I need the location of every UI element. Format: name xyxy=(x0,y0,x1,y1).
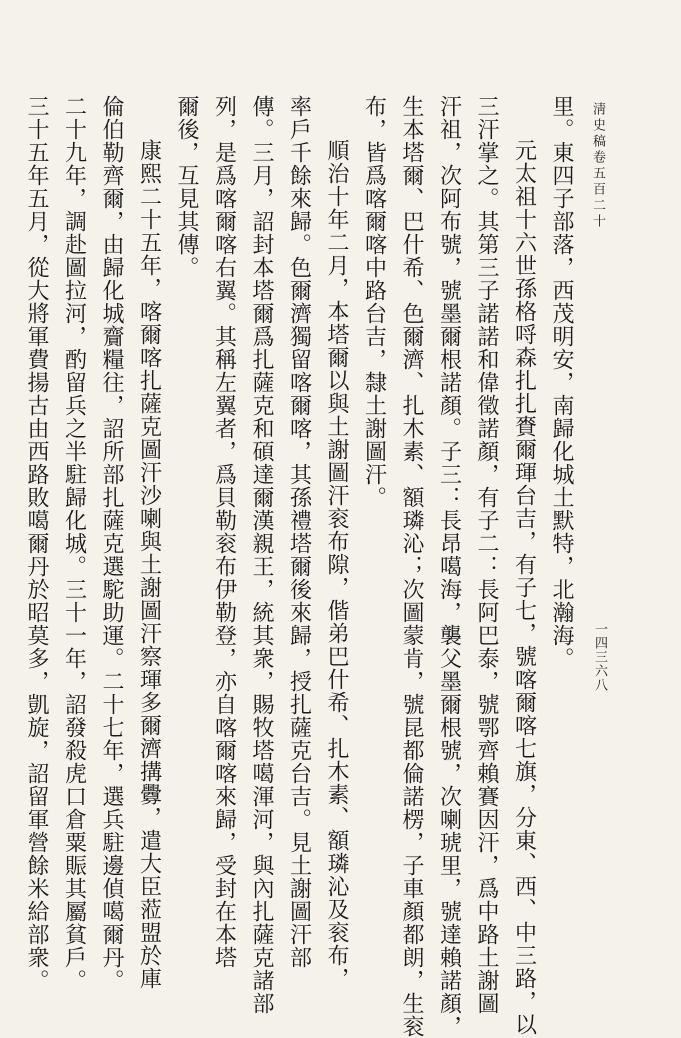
running-header-title: 淸史稿卷五百二十 xyxy=(590,102,605,230)
text-column: 二十九年，調赴圖拉河，酌留兵之半駐歸化城。三十一年，詔發殺虎口倉粟賑其屬貧戶。 xyxy=(61,95,87,992)
text-column: 元太祖十六世孫格哷森扎扎賚爾琿台吉，有子七，號喀爾喀七旗，分東、西、中三路，以 xyxy=(511,139,537,1036)
text-column: 汗祖，次阿布號，號墨爾根諾顏。子三：長昂噶海，襲父墨爾根號，次喇琥里，號達賴諾顏， xyxy=(436,95,462,1038)
text-column: 爾後，互見其傳。 xyxy=(174,95,199,279)
text-column: 倫伯勒齊爾，由歸化城齎糧往，詔所部扎薩克選駝助運。二十七年，選兵駐邊偵噶爾丹。 xyxy=(99,95,124,992)
text-column: 生本塔爾、巴什希、色爾濟、扎木素、額璘沁；次圖蒙肯，號昆都倫諾楞，子車顏都朗，生衮 xyxy=(399,95,424,1038)
page-number: 一四三六八 xyxy=(592,622,607,692)
text-column: 三汗掌之。其第三子諾諾和偉徵諾顏，有子二：長阿巴泰，號鄂齊賴賽因汗，爲中路土謝圖 xyxy=(474,95,499,1015)
text-column: 布，皆爲喀爾喀中路台吉，隸土謝圖汗。 xyxy=(361,95,387,509)
body-text xyxy=(24,95,580,1038)
text-column: 里。東四子部落，西茂明安，南歸化城土默特，北瀚海。 xyxy=(549,95,574,670)
text-column: 康熙二十五年，喀爾喀扎薩克圖汗沙喇與土謝圖汗察琿多爾濟搆釁，遣大臣蒞盟於庫 xyxy=(136,139,162,990)
text-column: 順治十年二月，本塔爾以與土謝圖汗衮布隙，偕弟巴什希、扎木素、額璘沁及衮布， xyxy=(324,139,349,990)
text-column: 傳。三月，詔封本塔爾爲扎薩克和碩達爾漢親王，統其衆，賜牧塔噶渾河，與內扎薩克諸部 xyxy=(249,95,274,1015)
text-column: 三十五年五月，從大將軍費揚古由西路敗噶爾丹於昭莫多，凱旋，詔留軍營餘米給部衆。 xyxy=(24,95,49,992)
text-column: 列，是爲喀爾喀右翼。其稱左翼者，爲貝勒衮布伊勒登，亦自喀爾喀來歸，受封在本塔 xyxy=(211,95,237,969)
text-column: 率戶千餘來歸。色爾濟獨留喀爾喀，其孫禮塔爾後來歸，授扎薩克台吉。見土謝圖汗部 xyxy=(286,95,312,969)
